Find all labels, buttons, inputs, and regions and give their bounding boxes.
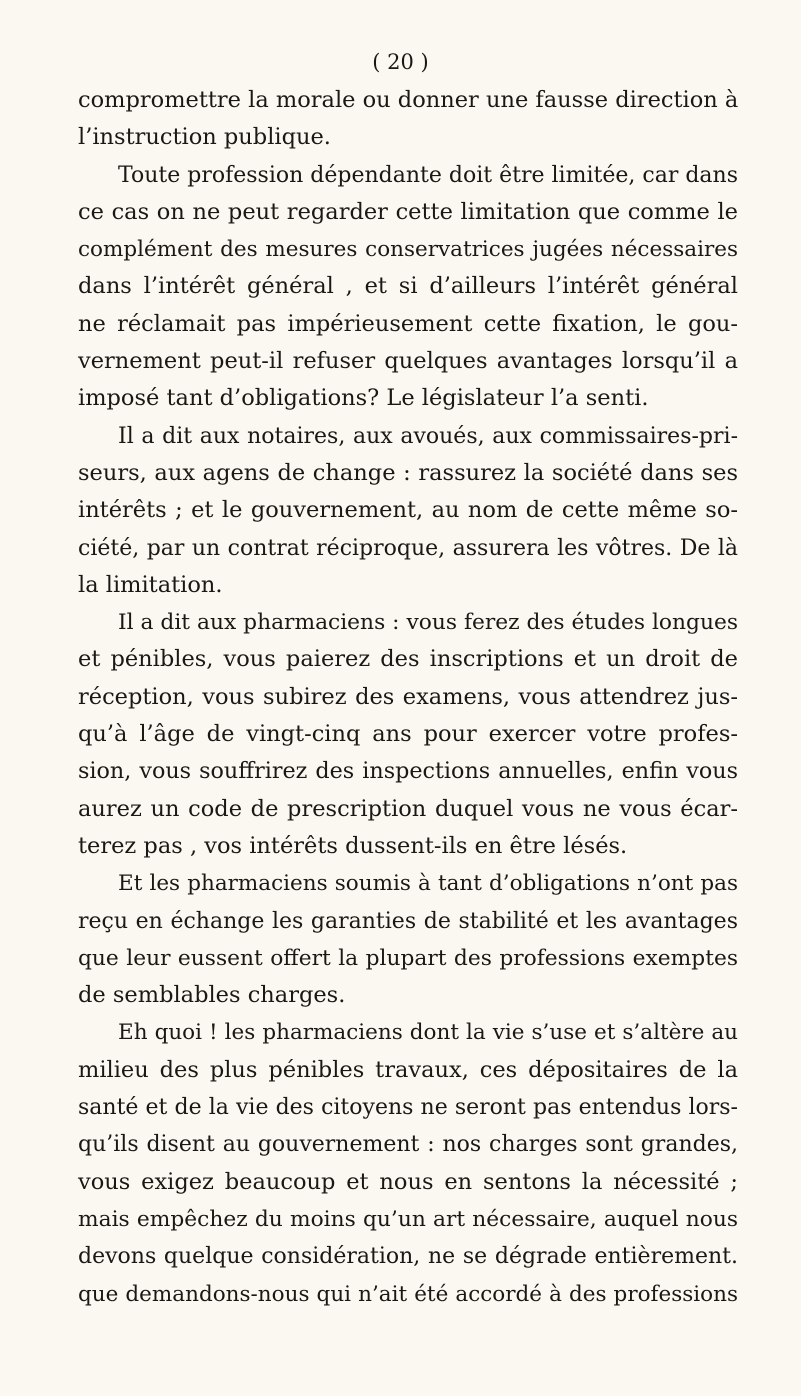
text-line: vernement peut-il refuser quelques avantages lorsqu’il a	[78, 348, 738, 375]
text-line: terez pas , vos intérêts dussent-ils en être lésés.	[78, 832, 628, 859]
text-line: santé et de la vie des citoyens ne seront pas entendus lors-	[78, 1095, 738, 1121]
text-line: qu’à l’âge de vingt-cinq ans pour exercer votre profes-	[78, 721, 738, 748]
text-line: la limitation.	[78, 571, 223, 598]
text-line: l’instruction publique.	[78, 124, 331, 151]
text-line: dans l’intérêt général , et si d’ailleurs l’intérêt général	[78, 273, 738, 300]
text-line: reçu en échange les garanties de stabilité et les avantages	[78, 908, 738, 934]
text-line: Et les pharmaciens soumis à tant d’obligations n’ont pas	[118, 871, 738, 897]
text-line: que demandons-nous qui n’ait été accordé à des professions	[78, 1281, 738, 1307]
text-line: milieu des plus pénibles travaux, ces dépositaires de la	[78, 1056, 738, 1083]
text-line: et pénibles, vous paierez des inscriptions et un droit de	[78, 646, 738, 673]
text-line: intérêts ; et le gouvernement, au nom de cette même so-	[78, 497, 738, 524]
text-line: de semblables charges.	[78, 982, 346, 1009]
text-line: Il a dit aux pharmaciens : vous ferez des études longues	[118, 610, 738, 636]
text-line: Toute profession dépendante doit être limitée, car dans	[118, 162, 738, 188]
text-line: ce cas on ne peut regarder cette limitation que comme le	[78, 198, 738, 225]
text-line: aurez un code de prescription duquel vous ne vous écar-	[78, 795, 738, 822]
text-line: complément des mesures conservatrices jugées nécessaires	[78, 237, 738, 263]
text-line: ne réclamait pas impérieusement cette fixation, le gou-	[78, 310, 738, 337]
text-line: imposé tant d’obligations? Le législateur l’a senti.	[78, 385, 649, 412]
text-line: devons quelque considération, ne se dégrade entièrement.	[78, 1244, 738, 1270]
body-text	[78, 82, 738, 1313]
page-number: ( 20 )	[372, 50, 429, 74]
text-line: qu’ils disent au gouvernement : nos charges sont grandes,	[78, 1132, 738, 1158]
text-line: seurs, aux agens de change : rassurez la société dans ses	[78, 459, 738, 486]
text-line: Il a dit aux notaires, aux avoués, aux commissaires-pri-	[118, 423, 738, 449]
text-line: Eh quoi ! les pharmaciens dont la vie s’use et s’altère au	[118, 1020, 738, 1046]
text-line: ciété, par un contrat réciproque, assurera les vôtres. De là	[78, 535, 738, 561]
text-line: que leur eussent offert la plupart des professions exemptes	[78, 945, 738, 971]
text-line: vous exigez beaucoup et nous en sentons la nécessité ;	[78, 1168, 738, 1195]
text-line: compromettre la morale ou donner une fausse direction à	[78, 87, 739, 113]
text-line: sion, vous souffrirez des inspections annuelles, enfin vous	[78, 758, 738, 785]
text-line: réception, vous subirez des examens, vous attendrez jus-	[78, 683, 738, 710]
text-line: mais empêchez du moins qu’un art nécessaire, auquel nous	[78, 1206, 738, 1232]
